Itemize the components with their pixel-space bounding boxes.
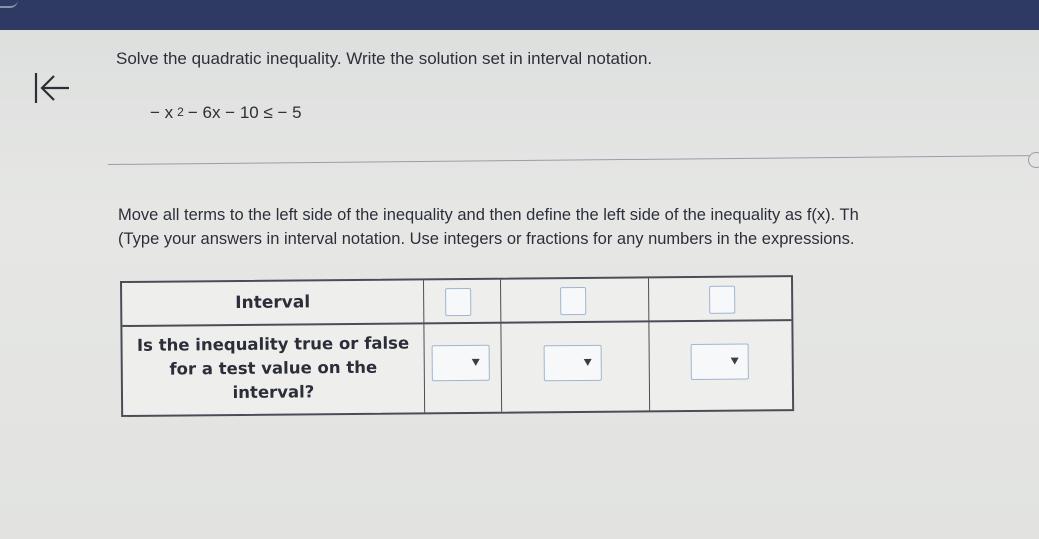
interval-input-2[interactable] (560, 287, 586, 315)
step-instructions (118, 203, 859, 251)
question-label: Is the inequality true or false for a test value on the interval? (136, 333, 410, 403)
interval-cell-3 (649, 277, 793, 320)
top-bar (0, 0, 1039, 30)
dropdown-cell-2 (501, 320, 650, 411)
answer-table (120, 275, 794, 417)
back-arrow-icon (32, 70, 72, 106)
test-value-row (122, 319, 792, 415)
true-false-dropdown-1[interactable] (432, 345, 490, 382)
inequality-expression (150, 103, 302, 123)
problem-instruction: Solve the quadratic inequality. Write the solution set in interval notation. (116, 49, 653, 68)
top-bar-corner (0, 0, 18, 8)
equation-rest: − 6x − 10 ≤ − 5 (187, 103, 302, 122)
interval-cell-2 (501, 278, 649, 321)
back-button[interactable] (32, 70, 72, 106)
section-divider (108, 155, 1038, 165)
interval-input-3[interactable] (709, 286, 735, 314)
true-false-dropdown-3[interactable] (691, 344, 749, 381)
step-instruction-line2: (Type your answers in interval notation. Use integers or fractions for any numbers in the expressions. (118, 230, 855, 248)
dropdown-arrow-icon (472, 359, 480, 366)
interval-input-1[interactable] (445, 288, 471, 316)
equation-exponent: 2 (177, 105, 184, 119)
dropdown-arrow-icon (584, 359, 592, 366)
true-false-dropdown-2[interactable] (544, 345, 602, 382)
dropdown-arrow-icon (731, 358, 739, 365)
step-instruction-line1: Move all terms to the left side of the inequality and then define the left side of the inequality as f(x). Th (118, 206, 859, 224)
equation-lead: − x (150, 103, 174, 122)
question-cell (122, 322, 425, 415)
interval-header-label: Interval (235, 292, 311, 313)
dropdown-cell-3 (649, 319, 794, 410)
divider-handle[interactable] (1028, 152, 1039, 168)
dropdown-cell-1 (424, 322, 502, 413)
interval-header-cell (122, 280, 424, 325)
interval-cell-1 (424, 280, 501, 323)
